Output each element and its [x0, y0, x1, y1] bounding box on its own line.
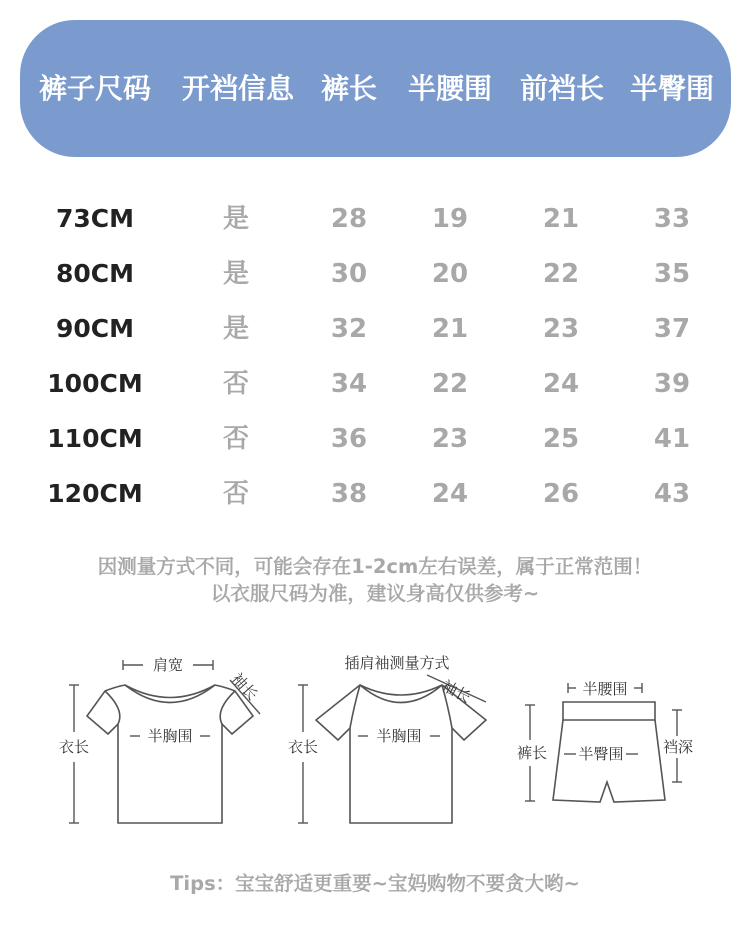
open-crotch-cell: 否: [222, 424, 249, 454]
rise-cell: 22: [542, 259, 580, 289]
waist-cell: 24: [431, 479, 469, 509]
table-row: [0, 419, 750, 459]
size-advice-note: 以衣服尺码为准，建议身高仅供参考~: [210, 582, 540, 605]
raglan-diagram: [280, 640, 500, 840]
header-open-crotch: 开裆信息: [181, 72, 294, 105]
length-cell: 36: [330, 424, 368, 454]
hip-cell: 43: [653, 479, 691, 509]
header-pants-length: 裤长: [320, 72, 377, 105]
size-cell: 73CM: [55, 204, 134, 233]
tips-text: Tips：宝宝舒适更重要~宝妈购物不要贪大哟~: [170, 872, 580, 895]
open-crotch-cell: 是: [222, 204, 249, 234]
table-header: [20, 20, 731, 157]
waist-cell: 21: [431, 314, 469, 344]
size-cell: 90CM: [55, 314, 134, 343]
hip-cell: 39: [653, 369, 691, 399]
waist-cell: 20: [431, 259, 469, 289]
header-size: 裤子尺码: [38, 72, 151, 105]
waist-cell: 23: [431, 424, 469, 454]
waist-cell: 19: [431, 204, 469, 234]
table-row: [0, 364, 750, 404]
chest-label: 半胸围: [147, 727, 193, 745]
hip-cell: 33: [653, 204, 691, 234]
waist-cell: 22: [431, 369, 469, 399]
header-front-rise: 前裆长: [519, 72, 604, 105]
measurement-note: 因测量方式不同，可能会存在1-2cm左右误差，属于正常范围！: [97, 555, 653, 578]
hip-cell: 41: [653, 424, 691, 454]
shorts-diagram: [510, 640, 700, 840]
length-cell: 34: [330, 369, 368, 399]
length-cell: 28: [330, 204, 368, 234]
raglan-outline-icon: [316, 685, 486, 823]
size-cell: 120CM: [47, 479, 143, 508]
tshirt-diagram: [55, 640, 265, 840]
table-row: [0, 474, 750, 514]
rise-cell: 26: [542, 479, 580, 509]
header-half-hip: 半臀围: [629, 72, 714, 105]
hip-cell: 37: [653, 314, 691, 344]
shoulder-label: 肩宽: [152, 656, 184, 674]
length-label: 衣长: [58, 738, 90, 756]
raglan-title: 插肩袖测量方式: [344, 654, 450, 672]
size-cell: 100CM: [47, 369, 143, 398]
length-cell: 32: [330, 314, 368, 344]
size-cell: 110CM: [47, 424, 143, 453]
length-label: 裤长: [516, 744, 548, 762]
header-half-waist: 半腰围: [407, 72, 492, 105]
length-cell: 38: [330, 479, 368, 509]
length-label: 衣长: [287, 738, 319, 756]
length-cell: 30: [330, 259, 368, 289]
rise-cell: 25: [542, 424, 580, 454]
sleeve-label: 袖长: [438, 676, 474, 707]
table-row: [0, 199, 750, 239]
table-row: [0, 254, 750, 294]
chest-label: 半胸围: [376, 727, 422, 745]
rise-label: 裆深: [662, 738, 694, 756]
rise-cell: 24: [542, 369, 580, 399]
rise-cell: 23: [542, 314, 580, 344]
rise-cell: 21: [542, 204, 580, 234]
waist-label: 半腰围: [582, 680, 628, 698]
sleeve-label: 袖长: [227, 669, 262, 704]
hip-cell: 35: [653, 259, 691, 289]
table-row: [0, 309, 750, 349]
open-crotch-cell: 是: [222, 314, 249, 344]
open-crotch-cell: 否: [222, 369, 249, 399]
tshirt-outline-icon: [87, 685, 253, 823]
size-cell: 80CM: [55, 259, 134, 288]
hip-label: 半臀围: [578, 745, 624, 763]
open-crotch-cell: 是: [222, 259, 249, 289]
open-crotch-cell: 否: [222, 479, 249, 509]
